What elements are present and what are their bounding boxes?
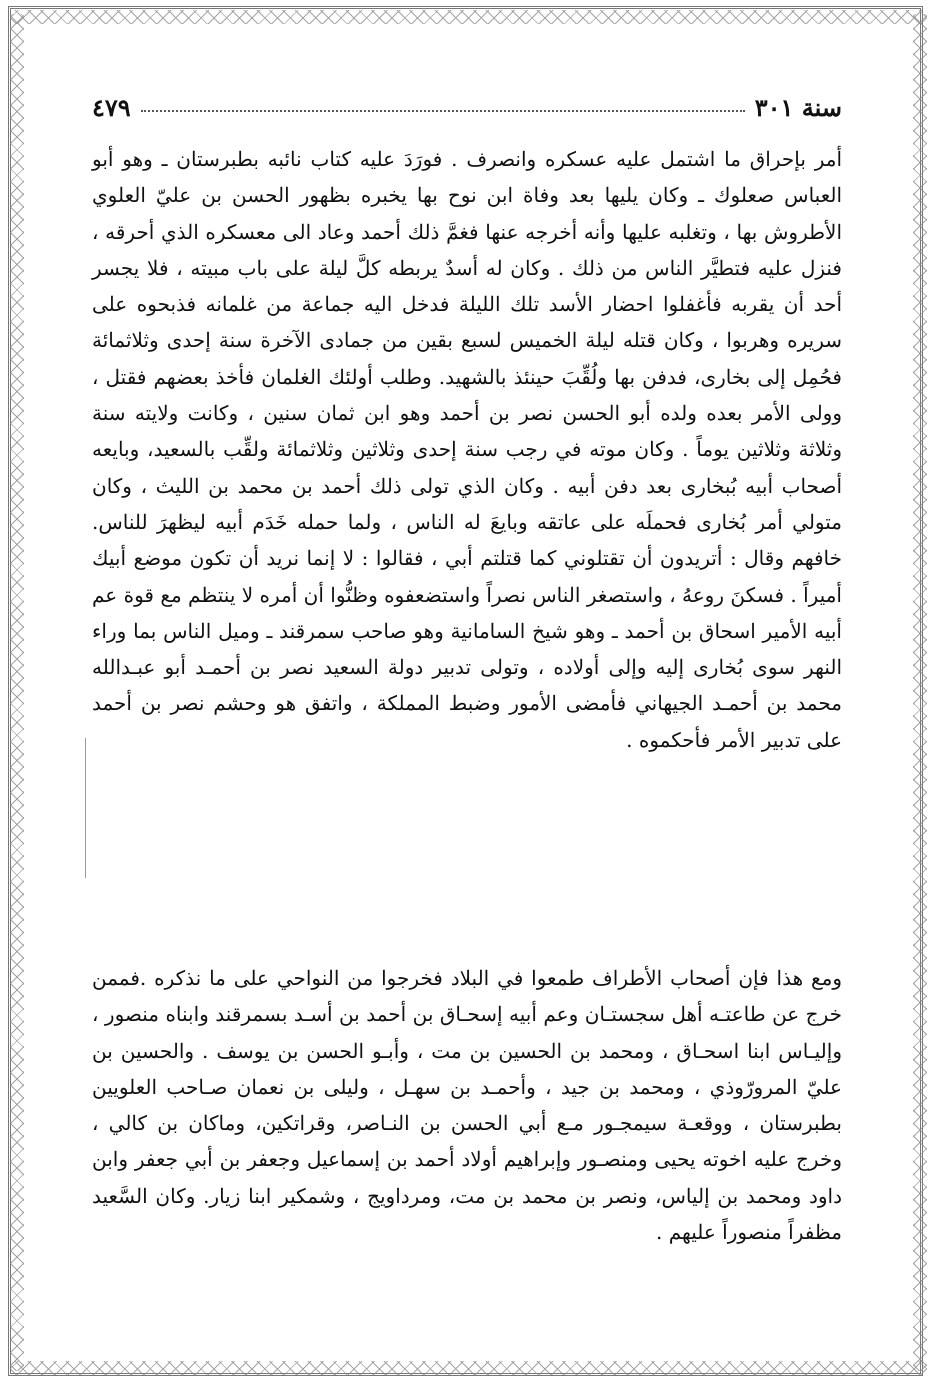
running-header [92, 90, 842, 124]
body-text-block-1 [92, 141, 842, 921]
right-ornament-border [913, 14, 927, 1371]
top-ornament-border [10, 10, 927, 24]
header-title: سنة ٣٠١ [754, 92, 842, 122]
bottom-ornament-border [10, 1361, 927, 1375]
page-number: ٤٧٩ [92, 92, 131, 122]
left-ornament-border [10, 14, 24, 1371]
header-dotted-leader [141, 110, 745, 112]
margin-line [85, 738, 86, 878]
paragraph-1: أمر بإحراق ما اشتمل عليه عسكره وانصرف . فورَدَ عليه كتاب نائبه بطبرستان ـ وهو أبو العباس صعلوك ـ وكان يليها بعد وفاة ابن نوح بها يخبره بظهور الحسن بن عليّ العلوي الأطروش بها ، وتغلبه عليها وأنه أخرجه عنها فغمَّ ذلك أحمد وعاد الى معسكره الذي أحرقه ، فنزل عليه فتطيَّر الناس من ذلك . وكان له أسدٌ يربطه كلَّ ليلة على باب مبيته ، فلا يجسر أحد أن يقربه فأغفلوا احضار الأسد تلك الليلة فدخل اليه جماعة من غلمانه فذبحوه على سريره وهربوا ، وكان قتله ليلة الخميس لسبع بقين من جمادى الآخرة سنة إحدى وثلاثمائة فحُمِل إلى بخارى، فدفن بها ولُقِّبَ حينئذ بالشهيد. وطلب أولئك الغلمان فأخذ بعضهم فقتل ، وولى الأمر بعده ولده أبو الحسن نصر بن أحمد وهو ابن ثمان سنين ، وكانت ولايته سنة وثلاثة وثلاثين يوماً . وكان موته في رجب سنة إحدى وثلاثين وثلاثمائة ولقِّب بالسعيد، وبايعه أصحاب أبيه بُبخارى بعد دفن أبيه . وكان الذي تولى ذلك أحمد بن محمد بن الليث ، وكان متولي أمر بُخارى فحملَه على عاتقه وبايعَ له الناس ، ولما حمله خَدَم أبيه ليظهرَ للناس. خافهم وقال : أتريدون أن تقتلوني كما قتلتم أبي ، فقالوا : لا إنما نريد أن تكون موضع أبيك أميراً . فسكنَ روعهُ ، واستصغر الناس نصراً واستضعفوه وظنُّوا أن أمره لا ينتظم مع قوة عم أبيه الأمير اسحاق بن أحمد ـ وهو شيخ السامانية وهو صاحب سمرقند ـ وميل الناس بما وراء النهر سوى بُخارى إليه وإلى أولاده ، وتولى تدبير دولة السعيد نصر بن أحمـد أبو عبـدالله محمد بن أحمـد الجيهاني فأمضى الأمور وضبط المملكة ، واتفق هو وحشم نصر بن أحمد على تدبير الأمر فأحكموه . [92, 147, 842, 752]
body-text-block-2 [92, 960, 842, 1310]
paragraph-2: ومع هذا فإن أصحاب الأطراف طمعوا في البلاد فخرجوا من النواحي على ما نذكره .فممن خرج عن طاعتـه أهل سجستـان وعم أبيه إسحـاق بن أحمد بن أسـد بسمرقند وابناه منصور ، وإليـاس ابنا اسحـاق ، ومحمد بن الحسين بن مت ، وأبـو الحسن بن يوسف . والحسين بن عليّ المرورّوذي ، ومحمد بن جيد ، وأحمـد بن سهـل ، وليلى بن نعمان صـاحب العلويين بطبرستان ، ووقعـة سيمجـور مـع أبي الحسن بن النـاصر، وقراتكين، وماكان بن كالي ، وخرج عليه اخوته يحيى ومنصـور وإبراهيم أولاد أحمد بن إسماعيل وجعفر بن أبي جعفر وابن داود ومحمد بن إلياس، ونصر بن محمد بن مت، ومرداويج ، وشمكير ابنا زيار. وكان السَّعيد مظفراً منصوراً عليهم . [92, 966, 842, 1245]
